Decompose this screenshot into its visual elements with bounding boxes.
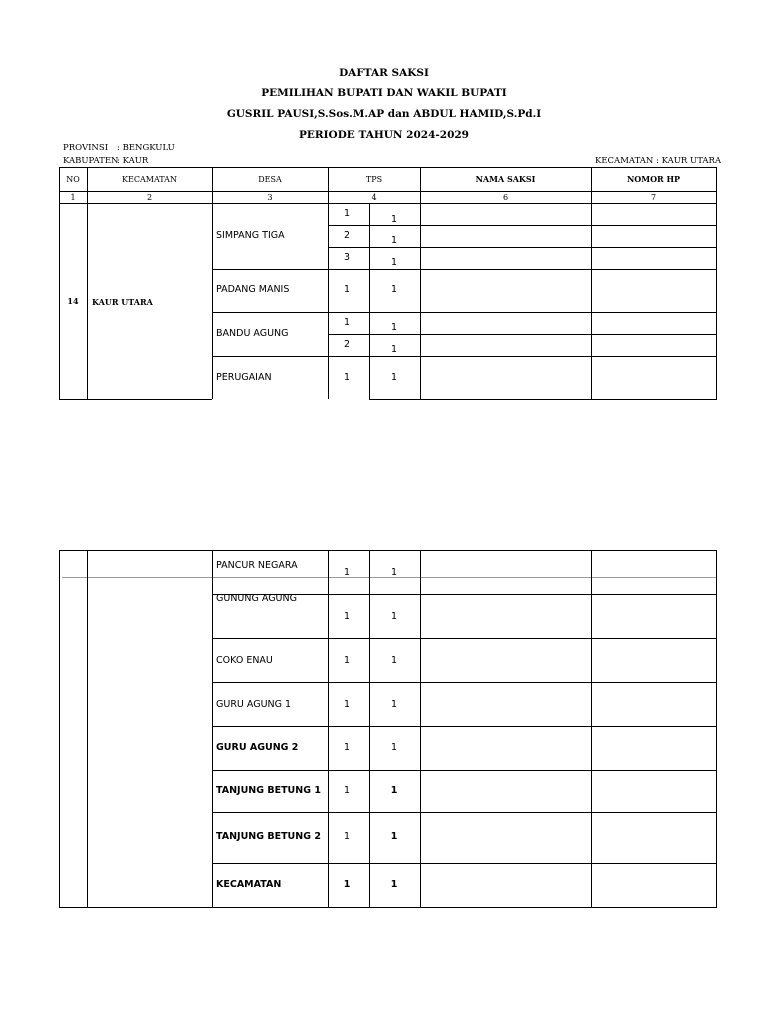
tps-count: 1: [390, 214, 398, 225]
tps-number: 1: [343, 567, 351, 578]
header-no: NO: [66, 174, 80, 184]
tps-number: 1: [343, 372, 351, 383]
desa-name: KECAMATAN: [216, 879, 282, 890]
tps-count: 1: [390, 611, 398, 622]
tps-number: 1: [343, 655, 351, 666]
provinsi-label: PROVINSI: [63, 143, 109, 153]
tps-number: 1: [343, 611, 351, 622]
column-number: 1: [70, 192, 76, 202]
desa-name: TANJUNG BETUNG 1: [216, 785, 321, 796]
tps-count: 1: [390, 344, 398, 355]
kecamatan-name: KAUR UTARA: [92, 297, 153, 307]
kecamatan-heading: KECAMATAN : KAUR UTARA: [595, 156, 722, 166]
tps-count: 1: [390, 699, 398, 710]
desa-name: COKO ENAU: [216, 655, 273, 666]
tps-count: 1: [390, 567, 398, 578]
column-number: 7: [650, 192, 657, 202]
desa-name: GURU AGUNG 1: [216, 699, 292, 710]
tps-count: 1: [390, 235, 398, 246]
column-number: 2: [146, 192, 153, 202]
column-number: 6: [502, 192, 509, 202]
tps-count: 1: [390, 655, 398, 666]
tps-number: 3: [343, 252, 351, 263]
tps-count: 1: [390, 879, 398, 890]
header-kecamatan: KECAMATAN: [122, 174, 177, 184]
column-number: 3: [267, 192, 273, 202]
desa-name: PADANG MANIS: [216, 284, 290, 295]
tps-number: 1: [343, 208, 351, 219]
tps-number: 1: [343, 742, 351, 753]
tps-number: 2: [343, 339, 351, 350]
period-title: PERIODE TAHUN 2024-2029: [299, 129, 469, 141]
row-number: 14: [67, 296, 79, 306]
candidate-names: GUSRIL PAUSI,S.Sos.M.AP dan ABDUL HAMID,S.Pd.I: [226, 108, 542, 120]
tps-number: 1: [343, 317, 351, 328]
header-tps: TPS: [365, 174, 383, 184]
provinsi-value: : BENGKULU: [117, 143, 175, 153]
kabupaten-label: KABUPATEN: [63, 156, 119, 166]
column-number: 4: [371, 192, 377, 202]
header-desa: DESA: [258, 174, 282, 184]
tps-count: 1: [390, 742, 398, 753]
tps-count: 1: [390, 322, 398, 333]
desa-name: GUNUNG AGUNG: [216, 593, 297, 604]
tps-number: 1: [343, 879, 351, 890]
kabupaten-value: : KAUR: [117, 156, 149, 166]
header-nama-saksi: NAMA SAKSI: [475, 174, 536, 184]
document-title: DAFTAR SAKSI: [339, 67, 429, 79]
tps-count: 1: [390, 257, 398, 268]
desa-name: BANDU AGUNG: [216, 328, 289, 339]
desa-name: PERUGAIAN: [216, 372, 272, 383]
tps-count: 1: [390, 372, 398, 383]
tps-number: 1: [343, 785, 351, 796]
desa-name: PANCUR NEGARA: [216, 560, 298, 571]
desa-name: SIMPANG TIGA: [216, 230, 285, 241]
tps-number: 2: [343, 230, 351, 241]
desa-name: GURU AGUNG 2: [216, 742, 299, 753]
header-nomor-hp: NOMOR HP: [626, 174, 681, 184]
tps-count: 1: [390, 831, 398, 842]
tps-count: 1: [390, 284, 398, 295]
tps-number: 1: [343, 699, 351, 710]
tps-number: 1: [343, 831, 351, 842]
election-title: PEMILIHAN BUPATI DAN WAKIL BUPATI: [261, 87, 507, 99]
tps-number: 1: [343, 284, 351, 295]
desa-name: TANJUNG BETUNG 2: [216, 831, 321, 842]
tps-count: 1: [390, 785, 398, 796]
